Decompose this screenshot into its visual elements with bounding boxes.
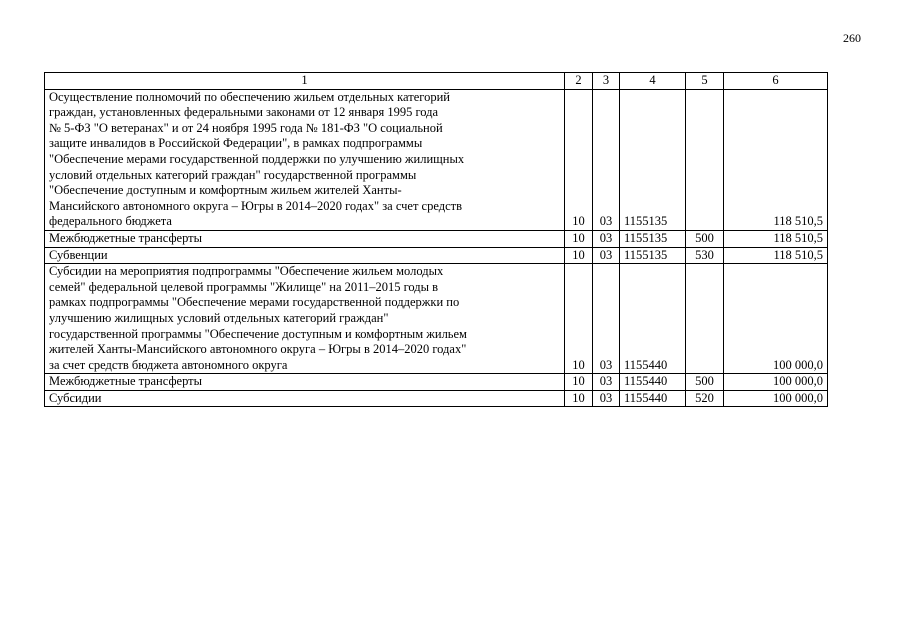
budget-table	[44, 72, 828, 407]
subsection-code: 03	[593, 374, 620, 391]
expense-type-code	[686, 89, 724, 230]
target-article-code: 1155440	[620, 374, 686, 391]
amount: 118 510,5	[724, 247, 828, 264]
row-description	[45, 264, 565, 374]
table-row	[45, 264, 828, 374]
description-line: рамках подпрограммы "Обеспечение мерами государственной поддержки по	[49, 295, 460, 310]
header-col-1: 1	[45, 73, 565, 90]
section-code: 10	[565, 247, 593, 264]
header-col-4: 4	[620, 73, 686, 90]
amount: 100 000,0	[724, 374, 828, 391]
table-row	[45, 247, 828, 264]
description-line: семей" федеральной целевой программы "Жилище" на 2011–2015 годы в	[49, 279, 439, 294]
target-article-code: 1155135	[620, 247, 686, 264]
description-line: № 5-ФЗ "О ветеранах" и от 24 ноября 1995 года № 181-ФЗ "О социальной	[49, 120, 443, 135]
description-line: "Обеспечение доступным и комфортным жильем жителей Ханты-	[49, 183, 402, 198]
section-code: 10	[565, 374, 593, 391]
description-line: граждан, установленных федеральными законами от 12 января 1995 года	[49, 105, 439, 120]
description-line: Межбюджетные трансферты	[49, 374, 203, 389]
row-description	[45, 89, 565, 230]
amount: 118 510,5	[724, 230, 828, 247]
section-code: 10	[565, 264, 593, 374]
header-col-6: 6	[724, 73, 828, 90]
expense-type-code: 500	[686, 374, 724, 391]
amount: 118 510,5	[724, 89, 828, 230]
amount: 100 000,0	[724, 264, 828, 374]
header-col-5: 5	[686, 73, 724, 90]
section-code: 10	[565, 89, 593, 230]
table-row	[45, 89, 828, 230]
target-article-code: 1155440	[620, 390, 686, 407]
section-code: 10	[565, 390, 593, 407]
subsection-code: 03	[593, 247, 620, 264]
target-article-code: 1155135	[620, 230, 686, 247]
subsection-code: 03	[593, 230, 620, 247]
subsection-code: 03	[593, 264, 620, 374]
description-line: Мансийского автономного округа – Югры в 2014–2020 годах" за счет средств	[49, 198, 462, 213]
table-row	[45, 374, 828, 391]
description-line: Межбюджетные трансферты	[49, 230, 203, 245]
description-line: федерального бюджета	[49, 214, 172, 229]
header-col-3: 3	[593, 73, 620, 90]
row-description	[45, 390, 565, 407]
description-line: условий отдельных категорий граждан" государственной программы	[49, 167, 417, 182]
table-header-row	[45, 73, 828, 90]
description-line: улучшению жилищных условий отдельных категорий граждан"	[49, 310, 389, 325]
expense-type-code: 520	[686, 390, 724, 407]
row-description	[45, 374, 565, 391]
expense-type-code: 500	[686, 230, 724, 247]
description-line: жителей Ханты-Мансийского автономного округа – Югры в 2014–2020 годах"	[49, 342, 467, 357]
page-number: 260	[843, 31, 861, 45]
header-col-2: 2	[565, 73, 593, 90]
expense-type-code: 530	[686, 247, 724, 264]
subsection-code: 03	[593, 390, 620, 407]
subsection-code: 03	[593, 89, 620, 230]
description-line: защите инвалидов в Российской Федерации", в рамках подпрограммы	[49, 136, 423, 151]
description-line: "Обеспечение мерами государственной поддержки по улучшению жилищных	[49, 151, 465, 166]
target-article-code: 1155440	[620, 264, 686, 374]
description-line: государственной программы "Обеспечение доступным и комфортным жильем	[49, 326, 467, 341]
table-row	[45, 230, 828, 247]
expense-type-code	[686, 264, 724, 374]
row-description	[45, 230, 565, 247]
section-code: 10	[565, 230, 593, 247]
description-line: Субсидии	[49, 390, 102, 405]
row-description	[45, 247, 565, 264]
table-row	[45, 390, 828, 407]
amount: 100 000,0	[724, 390, 828, 407]
description-line: Осуществление полномочий по обеспечению жильем отдельных категорий	[49, 89, 450, 104]
description-line: Субвенции	[49, 247, 108, 262]
description-line: Субсидии на мероприятия подпрограммы "Обеспечение жильем молодых	[49, 264, 444, 279]
description-line: за счет средств бюджета автономного округа	[49, 357, 288, 372]
target-article-code: 1155135	[620, 89, 686, 230]
